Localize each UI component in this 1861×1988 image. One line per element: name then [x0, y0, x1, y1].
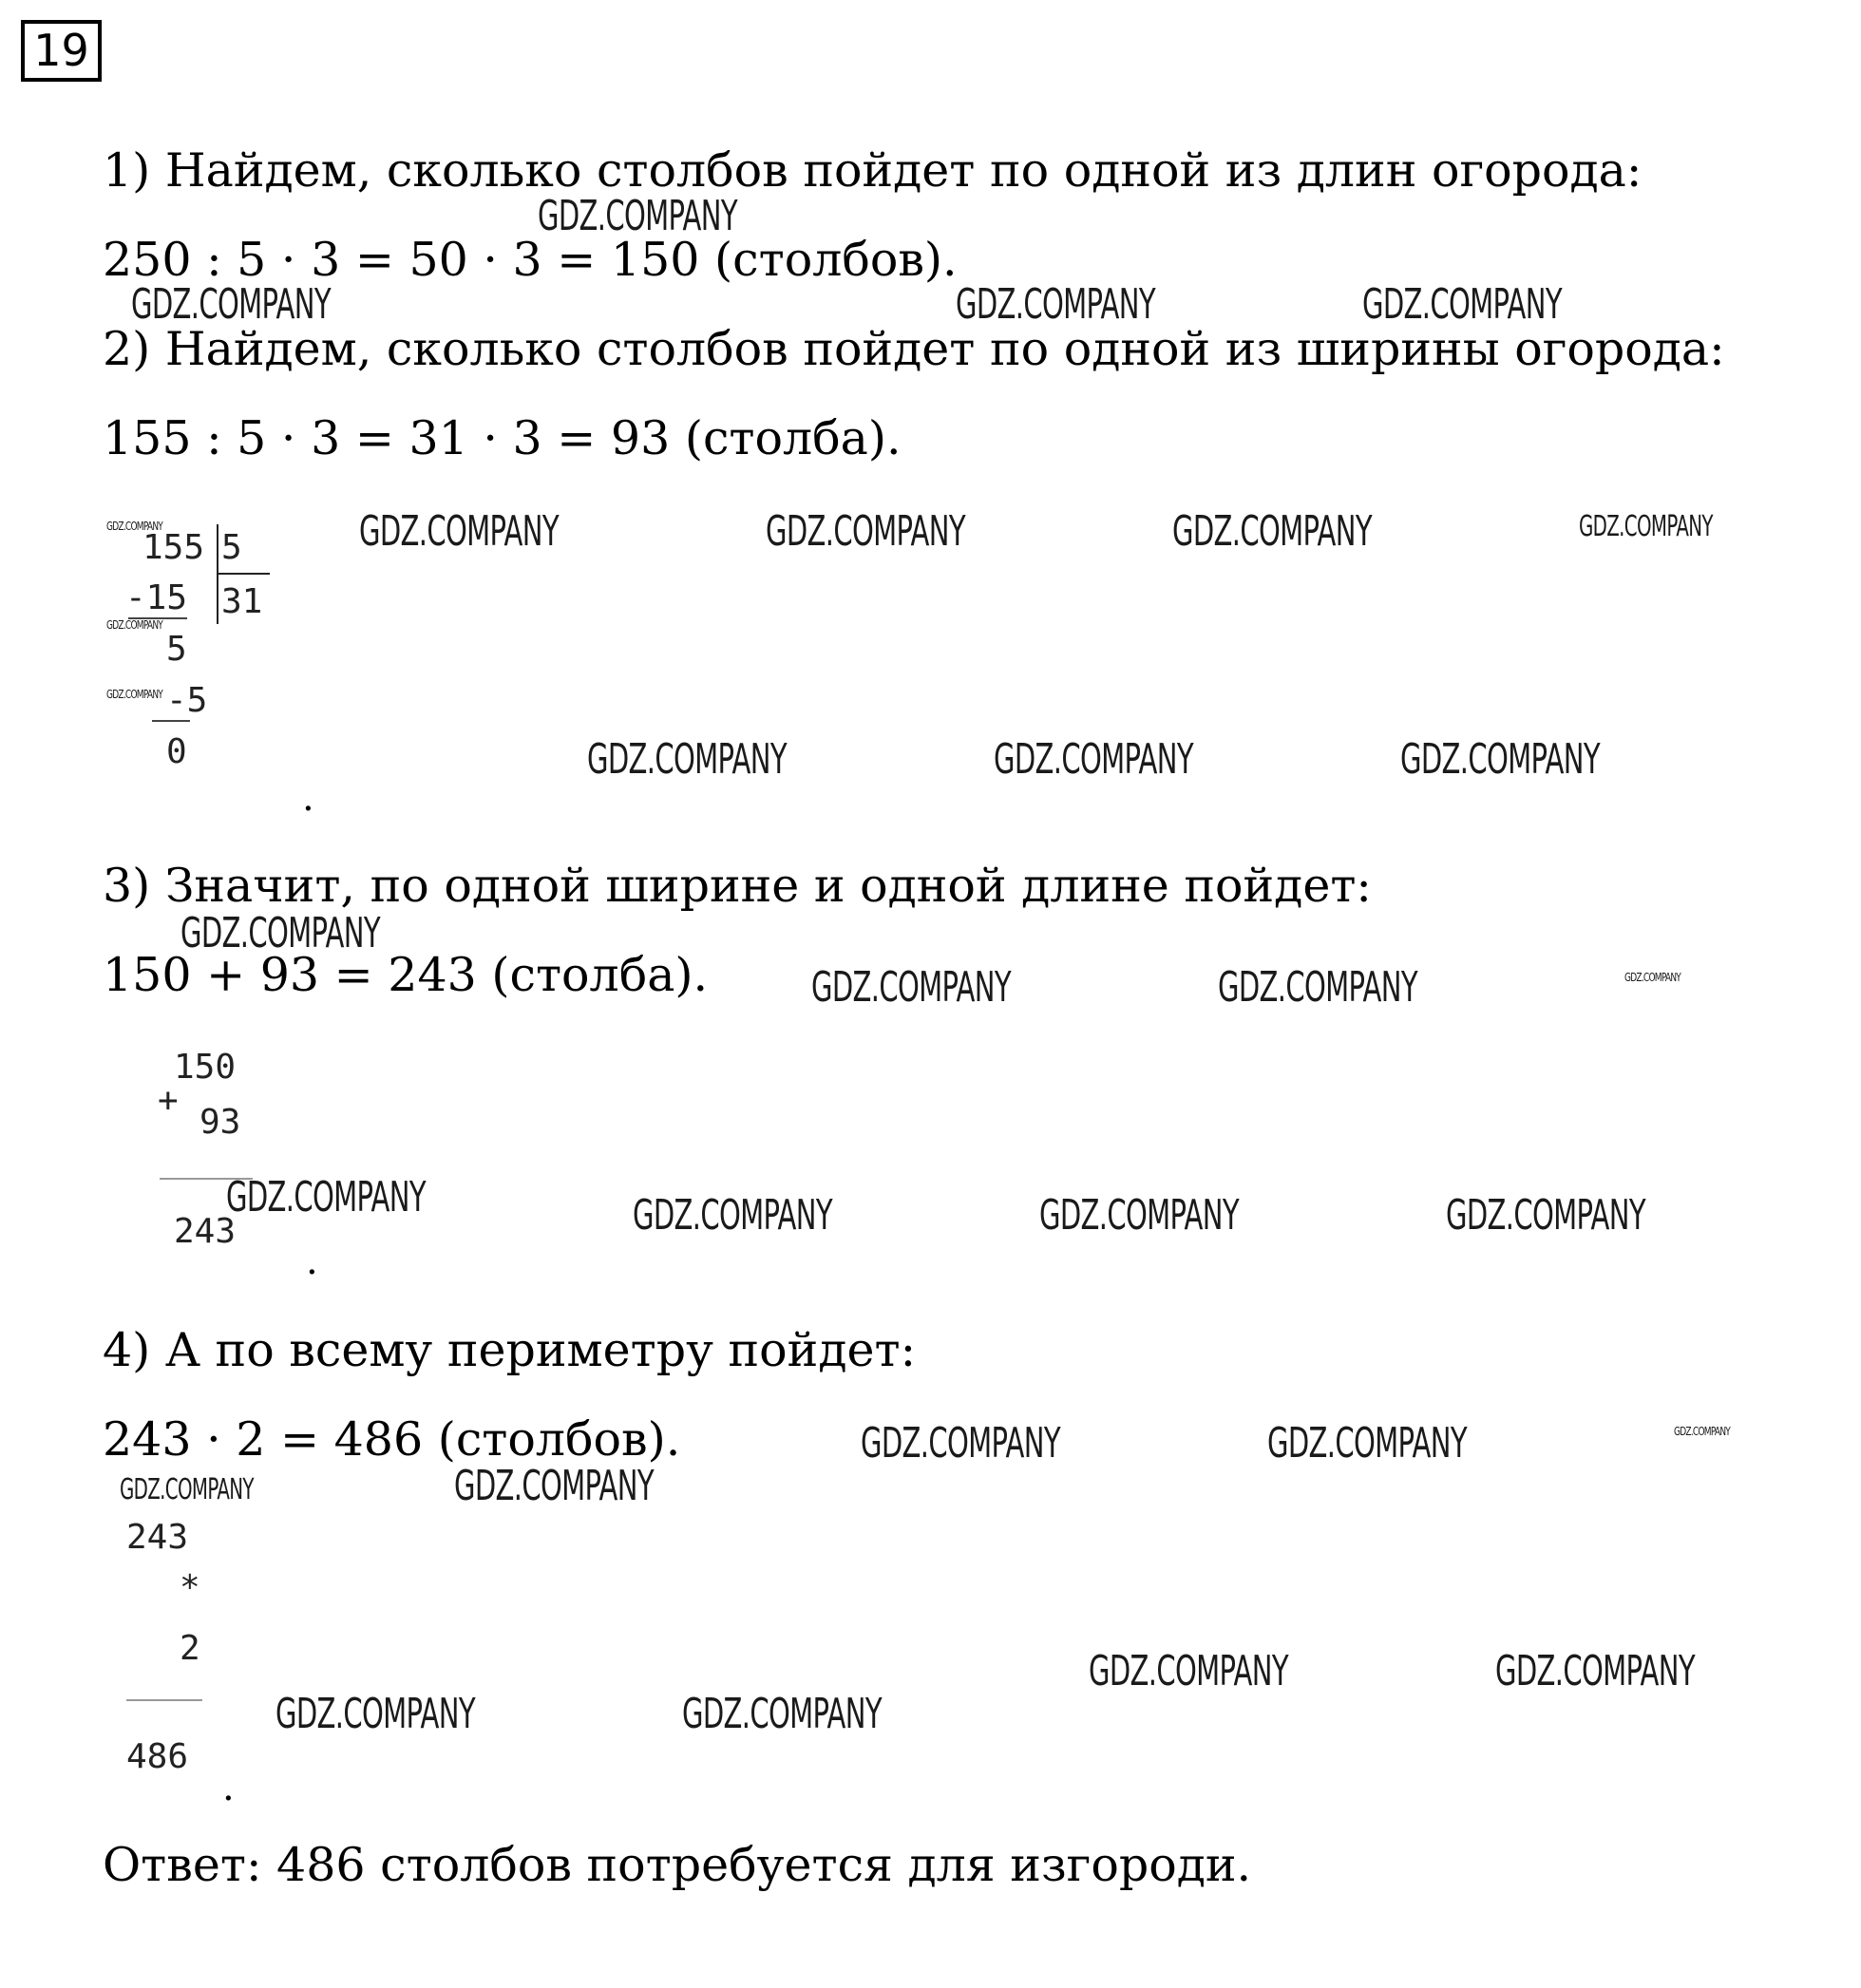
step2-text: 2) Найдем, сколько столбов пойдет по одной из ширины огорода:: [103, 322, 1725, 376]
watermark: GDZ.COMPANY: [454, 1462, 654, 1510]
watermark: GDZ.COMPANY: [226, 1173, 426, 1221]
watermark: GDZ.COMPANY: [1495, 1647, 1695, 1695]
addition-sum: 243: [174, 1212, 237, 1251]
multiplication-product: 486: [126, 1737, 189, 1776]
watermark: GDZ.COMPANY: [1579, 510, 1713, 543]
step1-text: 1) Найдем, сколько столбов пойдет по одной из длин огорода:: [103, 143, 1643, 198]
multiplication-operand-b: 2: [180, 1629, 200, 1668]
watermark: GDZ.COMPANY: [1624, 971, 1681, 984]
addition-operator: +: [158, 1081, 179, 1120]
watermark: GDZ.COMPANY: [1400, 735, 1600, 784]
step3-calc: 150 + 93 = 243 (столба).: [103, 948, 709, 1002]
division-result: 0: [166, 732, 187, 771]
watermark: GDZ.COMPANY: [275, 1690, 475, 1738]
watermark: GDZ.COMPANY: [359, 507, 559, 556]
division-subtract-1: -15: [125, 578, 188, 617]
watermark: GDZ.COMPANY: [538, 192, 737, 240]
watermark: GDZ.COMPANY: [1218, 963, 1417, 1012]
addition-operand-a: 150: [174, 1048, 237, 1087]
division-remainder-1: 5: [166, 630, 187, 669]
watermark: GDZ.COMPANY: [120, 1473, 254, 1506]
watermark: GDZ.COMPANY: [106, 688, 163, 701]
watermark: GDZ.COMPANY: [956, 280, 1155, 329]
watermark: GDZ.COMPANY: [1267, 1419, 1467, 1467]
division-dividend: 155: [142, 528, 205, 567]
task-number: 19: [21, 20, 102, 82]
watermark: GDZ.COMPANY: [1089, 1647, 1288, 1695]
addition-operand-b: 93: [199, 1103, 241, 1142]
watermark: GDZ.COMPANY: [1039, 1191, 1239, 1240]
period-2: .: [306, 1240, 318, 1283]
watermark: GDZ.COMPANY: [633, 1191, 832, 1240]
step1-calc: 250 : 5 · 3 = 50 · 3 = 150 (столбов).: [103, 233, 958, 287]
watermark: GDZ.COMPANY: [861, 1419, 1060, 1467]
step4-calc: 243 · 2 = 486 (столбов).: [103, 1412, 681, 1467]
watermark: GDZ.COMPANY: [682, 1690, 882, 1738]
step2-calc: 155 : 5 · 3 = 31 · 3 = 93 (столба).: [103, 411, 902, 465]
multiplication-operand-a: 243: [126, 1518, 189, 1557]
division-quotient: 31: [221, 582, 263, 621]
watermark: GDZ.COMPANY: [1674, 1425, 1731, 1438]
step4-text: 4) А по всему периметру пойдет:: [103, 1323, 917, 1377]
watermark: GDZ.COMPANY: [131, 280, 331, 329]
watermark: GDZ.COMPANY: [766, 507, 965, 556]
multiplication-operator: *: [180, 1568, 200, 1607]
watermark: GDZ.COMPANY: [106, 520, 163, 533]
watermark: GDZ.COMPANY: [587, 735, 787, 784]
watermark: GDZ.COMPANY: [1446, 1191, 1645, 1240]
watermark: GDZ.COMPANY: [1362, 280, 1562, 329]
division-divisor: 5: [221, 528, 242, 567]
answer-text: Ответ: 486 столбов потребуется для изгороди.: [103, 1838, 1252, 1892]
division-subtract-2: -5: [166, 681, 208, 720]
period-1: .: [302, 776, 314, 820]
period-3: .: [222, 1766, 235, 1809]
step3-text: 3) Значит, по одной ширине и одной длине пойдет:: [103, 859, 1372, 913]
watermark: GDZ.COMPANY: [994, 735, 1193, 784]
watermark: GDZ.COMPANY: [180, 909, 380, 957]
watermark: GDZ.COMPANY: [1172, 507, 1372, 556]
watermark: GDZ.COMPANY: [811, 963, 1011, 1012]
watermark: GDZ.COMPANY: [106, 618, 163, 632]
